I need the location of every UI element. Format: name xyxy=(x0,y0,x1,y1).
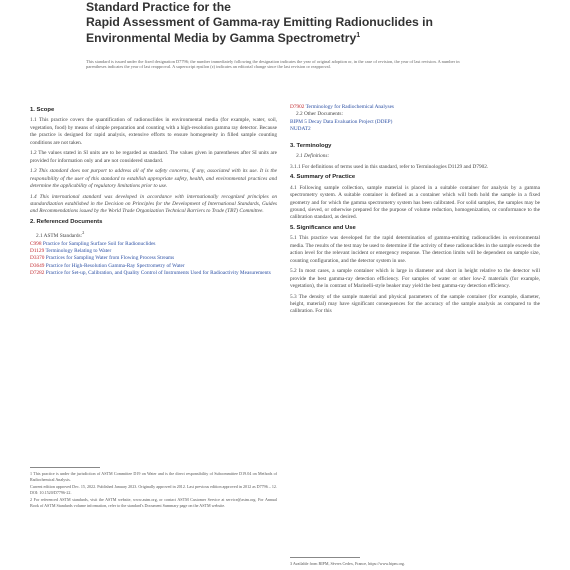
other-reference-item[interactable]: BIPM 5 Decay Data Evaluation Project (DDEP) xyxy=(290,118,393,125)
paragraph-1-2: 1.2 The values stated in SI units are to be regarded as standard. The values given in parentheses after SI units are provided for information only and are not considered standard. xyxy=(30,150,277,164)
title-line-3: Environmental Media by Gamma Spectrometry$^1$ xyxy=(86,31,361,46)
reference-item[interactable]: D3370 Practices for Sampling Water from Flowing Process Streams xyxy=(30,255,175,262)
title-line-2: Rapid Assessment of Gamma-ray Emitting Radionuclides in xyxy=(86,14,433,29)
astm-standards-label: 2.1 ASTM Standards:$^2$ xyxy=(36,230,85,240)
left-footnotes xyxy=(30,471,277,510)
section-heading-significance: 5. Significance and Use xyxy=(290,224,356,231)
right-column xyxy=(290,104,540,319)
title-line-1: Standard Practice for the xyxy=(86,0,231,14)
section-heading-referenced-documents: 2. Referenced Documents xyxy=(30,218,103,225)
reference-item[interactable]: D3649 Practice for High-Resolution Gamma-Ray Spectrometry of Water xyxy=(30,262,185,269)
title-footnote-mark: 1 xyxy=(356,32,361,39)
footnote-2: 2 For referenced ASTM standards, visit the ASTM website, www.astm.org, or contact ASTM Customer Service at service@astm.org. For Annual Book of ASTM Standards volume information, refer to the standard's Document Summary page on the ASTM website. xyxy=(30,497,277,508)
footnote-divider xyxy=(30,467,100,468)
reference-item[interactable]: D7902 Terminology for Radiochemical Analyses xyxy=(290,104,394,110)
section-heading-terminology: 3. Terminology xyxy=(290,142,332,149)
paragraph-3-1-1: 3.1.1 For definitions of terms used in this standard, refer to Terminologies D1129 and D7902. xyxy=(290,163,489,170)
paragraph-4-1: 4.1 Following sample collection, sample material is placed in a suitable container for analysis by a gamma spectrometry system. A suitable container is defined as a container which will both hold the sample in a fixed geometry and for which the gamma spectrometry system has been calibrated. For solid samples, the samples may be ground, sieved, or otherwise prepared for the purpose of volume reduction, homogenization, or conformance to the calibration standard, as desired. xyxy=(290,184,540,221)
other-reference-item[interactable]: NUDAT2 xyxy=(290,126,311,133)
paragraph-1-4: 1.4 This international standard was developed in accordance with internationally recognized principles on standardization established in the Decision on Principles for the Development of International Standards, Guides and Recommendations issued by the World Trade Organization Technical Barriers to Trade (TBT) Committee. xyxy=(30,193,277,215)
other-documents-label: 2.2 Other Documents: xyxy=(296,111,343,118)
paragraph-1-1: 1.1 This practice covers the quantification of radionuclides in environmental media (for example, water, soil, vegetation, food) by means of simple preparation and counting with a high-resolution gamma ray detector. Because the practice is designed for rapid analysis, extensive efforts to ensure homogeneity in filled sample counting conditions are not taken. xyxy=(30,117,277,146)
document-title xyxy=(86,0,526,46)
designation-notice: This standard is issued under the fixed designation D7796; the number immediately following the designation indicates the year of original adoption or, in the case of revision, the year of last revision. A number in parentheses indicates the year of last reapproval. A superscript epsilon (ε) indicates an editorial change since the last revision or reapproval. xyxy=(86,59,460,70)
section-heading-scope: 1. Scope xyxy=(30,107,55,113)
paragraph-1-3: 1.3 This standard does not purport to address all of the safety concerns, if any, associated with its use. It is the responsibility of the user of this standard to establish appropriate safety, health, and environmental practices and determine the applicability of regulatory limitations prior to use. xyxy=(30,168,277,190)
footnote-edition: Current edition approved Dec. 15, 2022. Published January 2023. Originally approved in 2012. Last previous edition approved in 2012 as D7796 – 12. DOI: 10.1520/D7796-22. xyxy=(30,484,277,495)
paragraph-5-2: 5.2 In most cases, a sample container which is large in diameter and short in height relative to the detector will provide the best gamma-ray detection efficiency. For samples of water or other low-Z materials (for example, vegetation), the in contrast of Marinelli-style beaker may yield the best gamma-ray detection efficiency. xyxy=(290,268,540,290)
definitions-label: 3.1 Definitions: xyxy=(296,153,330,160)
reference-item[interactable]: D7282 Practice for Set-up, Calibration, and Quality Control of Instruments Used for Radioactivity Measurements xyxy=(30,270,271,277)
right-footnote: 3 Available from BIPM, Sèvres Cedex, France, https://www.bipm.org. xyxy=(290,561,405,566)
reference-item[interactable]: D1129 Terminology Relating to Water xyxy=(30,248,112,255)
footnote-divider-right xyxy=(290,557,360,558)
footnote-1: 1 This practice is under the jurisdiction of ASTM Committee D19 on Water and is the direct responsibility of Subcommittee D19.04 on Methods of Radiochemical Analysis. xyxy=(30,471,277,482)
paragraph-5-3: 5.3 The density of the sample material and physical parameters of the sample container (for example, diameter, height, material) may have significant consequences for the accuracy of the sample analysis as compared to the calibration. For this xyxy=(290,293,540,315)
section-heading-summary: 4. Summary of Practice xyxy=(290,174,356,181)
reference-item[interactable]: C998 Practice for Sampling Surface Soil for Radionuclides xyxy=(30,240,156,247)
paragraph-5-1: 5.1 This practice was developed for the rapid determination of gamma-emitting radionuclides in environmental media. The results of the test may be used to determine if the activity of these radionuclides in the sample exceeds the action level for the relevant incident or emergency response. The detection limits will be dependent on sample size, counting configuration, and the detector system in use. xyxy=(290,235,540,264)
left-column xyxy=(30,104,277,278)
